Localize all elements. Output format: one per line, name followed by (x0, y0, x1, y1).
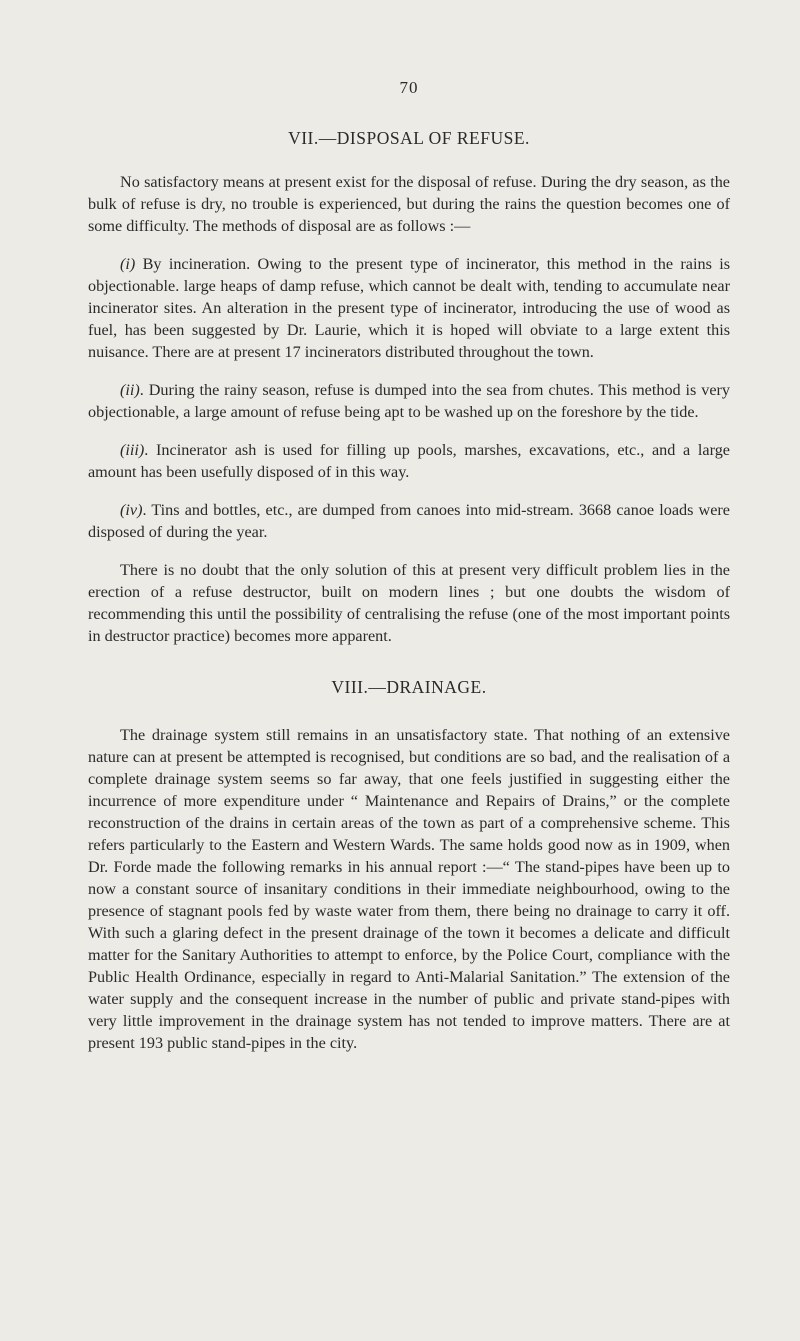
page-number: 70 (399, 78, 419, 97)
refuse-method-item (88, 499, 730, 543)
item-text: By incineration. Owing to the present type of incinerator, this method in the rains is objectionable. large heaps of damp refuse, which cannot be dealt with, tending to accumulate near incinerator sites. An alteration in the present type of incinerator, introducing the use of wood as fuel, has been suggested by Dr. Laurie, which it is hoped will obviate to a large extent this nuisance. There are at present 17 incinerators distributed throughout the town. (88, 255, 730, 361)
refuse-method-item (88, 379, 730, 423)
refuse-method-item (88, 439, 730, 483)
section-heading-drainage: VIII.—DRAINAGE. (331, 677, 487, 697)
item-number: (iv) (120, 501, 143, 519)
item-number: (iii) (120, 441, 145, 459)
item-text: . Tins and bottles, etc., are dumped from canoes into mid-stream. 3668 canoe loads were disposed of during the year. (88, 501, 730, 541)
item-text: . Incinerator ash is used for filling up pools, marshes, excavations, etc., and a large amount has been usefully disposed of in this way. (88, 441, 730, 481)
item-number: (ii) (120, 381, 140, 399)
refuse-intro-paragraph: No satisfactory means at present exist for the disposal of refuse. During the dry season, as the bulk of refuse is dry, no trouble is experienced, but during the rains the question becomes one of some difficulty. The methods of disposal are as follows :— (88, 173, 730, 235)
refuse-conclusion-paragraph: There is no doubt that the only solution of this at present very difficult problem lies in the erection of a refuse destructor, built on modern lines ; but one doubts the wisdom of recommending this until the possibility of centralising the refuse (one of the most important points in destructor practice) becomes more apparent. (88, 561, 730, 645)
section-heading-disposal-of-refuse: VII.—DISPOSAL OF REFUSE. (288, 128, 530, 148)
item-number: (i) (120, 255, 136, 273)
item-text: . During the rainy season, refuse is dumped into the sea from chutes. This method is very objectionable, a large amount of refuse being apt to be washed up on the foreshore by the tide. (88, 381, 730, 421)
drainage-paragraph: The drainage system still remains in an unsatisfactory state. That nothing of an extensive nature can at present be attempted is recognised, but conditions are so bad, and the realisation of a complete drainage system seems so far away, that one feels justified in suggesting either the incurrence of more expenditure under “ Maintenance and Repairs of Drains,” or the complete reconstruction of the drains in certain areas of the town as part of a comprehensive scheme. This refers particularly to the Eastern and Western Wards. The same holds good now as in 1909, when Dr. Forde made the following remarks in his annual report :—“ The stand-pipes have been up to now a constant source of insanitary conditions in their immediate neighbourhood, owing to the presence of stagnant pools fed by waste water from them, there being no drainage to carry it off. With such a glaring defect in the present drainage of the town it becomes a delicate and difficult matter for the Sanitary Authorities to attempt to enforce, by the Police Court, compliance with the Public Health Ordinance, especially in regard to Anti-Malarial Sanitation.” The extension of the water supply and the consequent increase in the number of public and private stand-pipes with very little improvement in the drainage system has not tended to improve matters. There are at present 193 public stand-pipes in the city. (88, 726, 730, 1052)
refuse-method-item (88, 253, 730, 363)
